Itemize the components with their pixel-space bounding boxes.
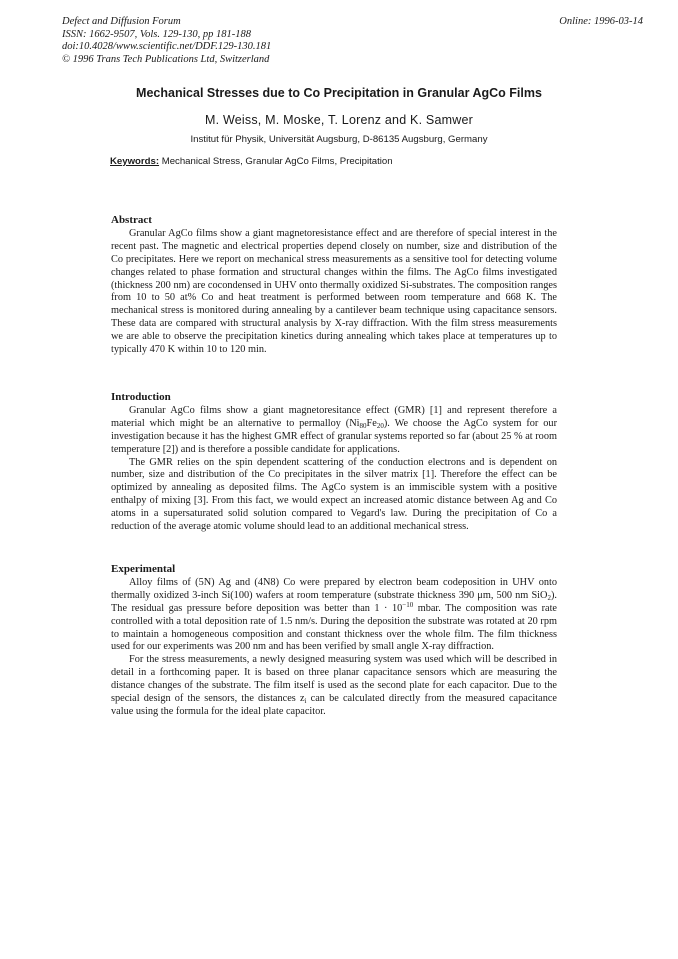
introduction-section <box>111 391 557 534</box>
copyright-line: © 1996 Trans Tech Publications Ltd, Switzerland <box>62 53 270 65</box>
authors: M. Weiss, M. Moske, T. Lorenz and K. Samwer <box>205 113 473 127</box>
keywords-line <box>110 156 393 167</box>
keywords-text: Mechanical Stress, Granular AgCo Films, Precipitation <box>159 156 393 167</box>
online-date: Online: 1996-03-14 <box>559 16 643 27</box>
issn-line: ISSN: 1662-9507, Vols. 129-130, pp 181-188 <box>62 28 251 40</box>
experimental-heading: Experimental <box>111 563 176 575</box>
paper-title: Mechanical Stresses due to Co Precipitation in Granular AgCo Films <box>136 86 542 100</box>
introduction-heading: Introduction <box>111 391 171 403</box>
affiliation: Institut für Physik, Universität Augsburg, D-86135 Augsburg, Germany <box>190 134 488 145</box>
experimental-paragraph-1: Alloy films of (5N) Ag and (4N8) Co were prepared by electron beam codeposition in UHV onto thermally oxidized 3-inch Si(100) wafers at room temperature (substrate thickness 390 μm, 500 nm SiO$_2$). The residual gas pressure before deposition was better than $1 \cdot 10^{-10}$ mbar. The composition was rate controlled with a total deposition rate of 1.5 nm/s. During the deposition the substrate was rotated at 20 rpm to maintain a homogeneous composition and constant thickness over the whole film. The film thickness used for our experiments was 200 nm and has been verified by small angle X-ray diffraction. <box>111 576 557 653</box>
introduction-paragraph-2: The GMR relies on the spin dependent scattering of the conduction electrons and is dependent on number, size and distribution of the Co precipitates in the silver matrix [1]. Therefore the effect can be optimized by annealing as deposited films. The AgCo system is an immiscible system with a positive enthalpy of mixing [3]. From this fact, we would expect an increased atomic distance between Ag and Co atoms in a supersaturated solid solution compared to Vegard's law. During the precipitation of Co a reduction of the average atomic volume should lead to an additional mechanical stress. <box>111 456 557 533</box>
experimental-paragraph-2: For the stress measurements, a newly designed measuring system was used which will be described in detail in a forthcoming paper. It is based on three planar capacitance sensors which are measuring the distance changes of the substrate. The film itself is used as the second plate for each capacitor. Due to the special design of the sensors, the distances $z_i$ can be calculated directly from the measured capacitance value using the formula for the ideal plate capacitor. <box>111 654 557 717</box>
abstract-paragraph: Granular AgCo films show a giant magnetoresistance effect and are therefore of special interest in the recent past. The magnetic and electrical properties depend closely on number, size and distribution of the Co precipitates. Here we report on mechanical stress measurements as a sensitive tool for detecting volume changes related to phase formation and structural changes within the films. The AgCo films investigated (thickness 200 nm) are cocondensed in UHV onto thermally oxidized Si-substrates. The composition ranges from 10 to 50 at% Co and heat treatment is performed between room temperature and 668 K. The mechanical stress is monitored during annealing by a cantilever beam technique using capacitance sensors. These data are compared with structural analysis by X-ray diffraction. With the film stress measurements we are able to observe the precipitation kinetics during annealing which takes place at temperatures up to typically 470 K within 10 to 120 min. <box>111 227 557 356</box>
journal-header <box>62 16 271 66</box>
doi-link[interactable]: doi:10.4028/www.scientific.net/DDF.129-130.181 <box>62 41 272 52</box>
journal-name: Defect and Diffusion Forum <box>62 16 181 27</box>
keywords-label: Keywords: <box>110 156 160 167</box>
experimental-section <box>111 563 557 719</box>
introduction-paragraph-1: Granular AgCo films show a giant magnetoresitance effect (GMR) [1] and represent therefore a material which might be an alternative to permalloy $(Ni_{80}Fe_{20})$. We choose the AgCo system for our investigation because it has the highest GMR effect of granular systems reported so far (about 25 % at room temperature [2]) and is therefore a possible candidate for applications. <box>111 404 557 455</box>
abstract-heading: Abstract <box>111 214 152 226</box>
abstract-section <box>111 214 557 357</box>
